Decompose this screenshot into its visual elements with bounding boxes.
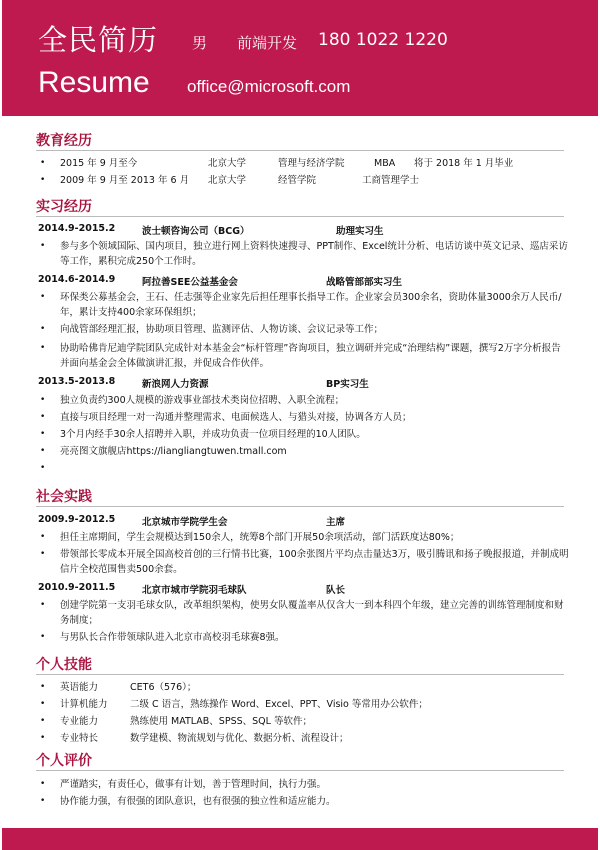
skill-name: 专业特长 [60,733,99,744]
resume-title: Resume [38,66,150,99]
skill-name: 英语能力 [60,682,99,693]
job-bullet: • 向战管部经理汇报，协助项目管理、监测评估、人物访谈、会议记录等工作； [40,322,570,337]
skill-item [40,680,570,695]
practice-bullets [40,598,570,647]
education-date: 2009 年 9 月至 2013 年 6 月 [60,175,190,186]
name-title: 全民简历 [38,23,159,57]
job-bullet: • 环保类公募基金会，王石、任志强等企业家先后担任理事长指导工作。企业家会员300余名，资助体量3000余万人民币/年，累计支持400余家环保组织； [40,290,570,320]
skill-name: 专业能力 [60,716,99,727]
education-major: 管理与经济学院 [278,158,345,169]
practice-org: 北京市城市学院羽毛球队 [142,585,247,596]
practice-bullet: • 创建学院第一支羽毛球女队，改革组织架构，使男女队覆盖率从仅含大一到本科四个年级，建立完善的训练管理制度和财务制度； [40,598,570,628]
job-period: 2014.9-2015.2 [38,223,116,234]
practice-role: 队长 [326,585,346,596]
job-org: 阿拉善SEE公益基金会 [142,277,238,288]
practice-period: 2009.9-2012.5 [38,514,116,525]
practice-period: 2010.9-2011.5 [38,582,116,593]
skill-desc: 数学建模、物流规划与优化、数据分析、流程设计； [130,733,349,744]
practice-bullets [40,530,570,579]
education-degree: MBA [374,158,396,169]
skill-item [40,697,570,712]
education-degree: 工商管理学士 [362,175,420,186]
skill-item [40,714,570,729]
practice-bullet: • 担任主席期间，学生会规模达到150余人，统筹8个部门开展50余项活动，部门活跃度达80%； [40,530,570,545]
education-list [40,156,570,190]
skill-item [40,731,570,746]
education-title: 教育经历 [36,133,92,149]
skill-desc: 二级 C 语言，熟练操作 Word、Excel、PPT、Visio 等常用办公软件； [130,699,428,710]
job-org: 新浪网人力资源 [142,379,209,390]
job-role: 战略管部部实习生 [326,277,403,288]
resume-header [2,0,598,116]
education-item [40,156,570,171]
evaluation-item: • 严谨踏实，有责任心，做事有计划，善于管理时间，执行力强。 [40,777,570,792]
job-title: 前端开发 [237,34,298,52]
evaluation-list [40,777,570,811]
work-divider [36,216,564,217]
resume-footer-bar [2,828,598,850]
job-bullet: • 协助哈佛肯尼迪学院团队完成针对本基金会“标杆管理”咨询项目，独立调研并完成“治理结构”课题，撰写2万字分析报告并面向基金会全体做演讲汇报，并促成合作伙伴。 [40,341,570,371]
education-major: 经管学院 [278,175,317,186]
practice-bullet: • 与男队长合作带领球队进入北京市高校羽毛球赛8强。 [40,630,570,645]
job-bullet: • 参与多个领域国际、国内项目，独立进行网上资料快速搜寻、PPT制作、Excel统计分析、电话访谈中英文记录、巡店采访等工作，累积完成250个工作时。 [40,239,570,269]
education-item [40,173,570,188]
job-org: 波士顿咨询公司（BCG） [142,226,250,237]
job-period: 2014.6-2014.9 [38,274,116,285]
social-divider [36,506,564,507]
practice-org: 北京城市学院学生会 [142,517,228,528]
education-note: 将于 2018 年 1 月毕业 [414,158,514,169]
job-bullet: • 独立负责约300人规模的游戏事业部技术类岗位招聘、入职全流程； [40,393,570,408]
phone-number: 180 1022 1220 [318,30,448,50]
work-title: 实习经历 [36,199,92,215]
job-bullet: • 3个月内经手30余人招聘并入职，并成功负责一位项目经理的10人团队。 [40,427,570,442]
skills-divider [36,674,564,675]
skill-desc: 熟练使用 MATLAB、SPSS、SQL 等软件； [130,716,312,727]
practice-bullet: • 带领部长零成本开展全国高校首创的三行情书比赛，100余张图片平均点击量达3万，吸引腾讯和扬子晚报报道，并制成明信片全校范围售卖500余套。 [40,547,570,577]
evaluation-item: • 协作能力强，有很强的团队意识，也有很强的独立性和适应能力。 [40,794,570,809]
social-title: 社会实践 [36,489,92,505]
job-bullets [40,290,570,373]
gender-text: 男 [192,34,208,52]
education-school: 北京大学 [208,175,247,186]
job-bullets [40,239,570,271]
education-divider [36,150,564,151]
job-bullet: • 直接与项目经理一对一沟通并整理需求、电面候选人、与猎头对接，协调各方人员； [40,410,570,425]
skills-list [40,680,570,748]
education-date: 2015 年 9 月至今 [60,158,138,169]
skill-name: 计算机能力 [60,699,108,710]
job-period: 2013.5-2013.8 [38,376,116,387]
job-bullets [40,393,570,461]
evaluation-divider [36,770,564,771]
practice-role: 主席 [326,517,346,528]
skill-desc: CET6（576）； [130,682,197,693]
evaluation-title: 个人评价 [36,753,92,769]
email-address: office@microsoft.com [187,77,351,96]
job-role: BP实习生 [326,379,369,390]
education-school: 北京大学 [208,158,247,169]
skills-title: 个人技能 [36,657,92,673]
job-role: 助理实习生 [336,226,384,237]
job-bullet: • 亮亮图文旗舰店https://liangliangtuwen.tmall.com [40,444,570,459]
